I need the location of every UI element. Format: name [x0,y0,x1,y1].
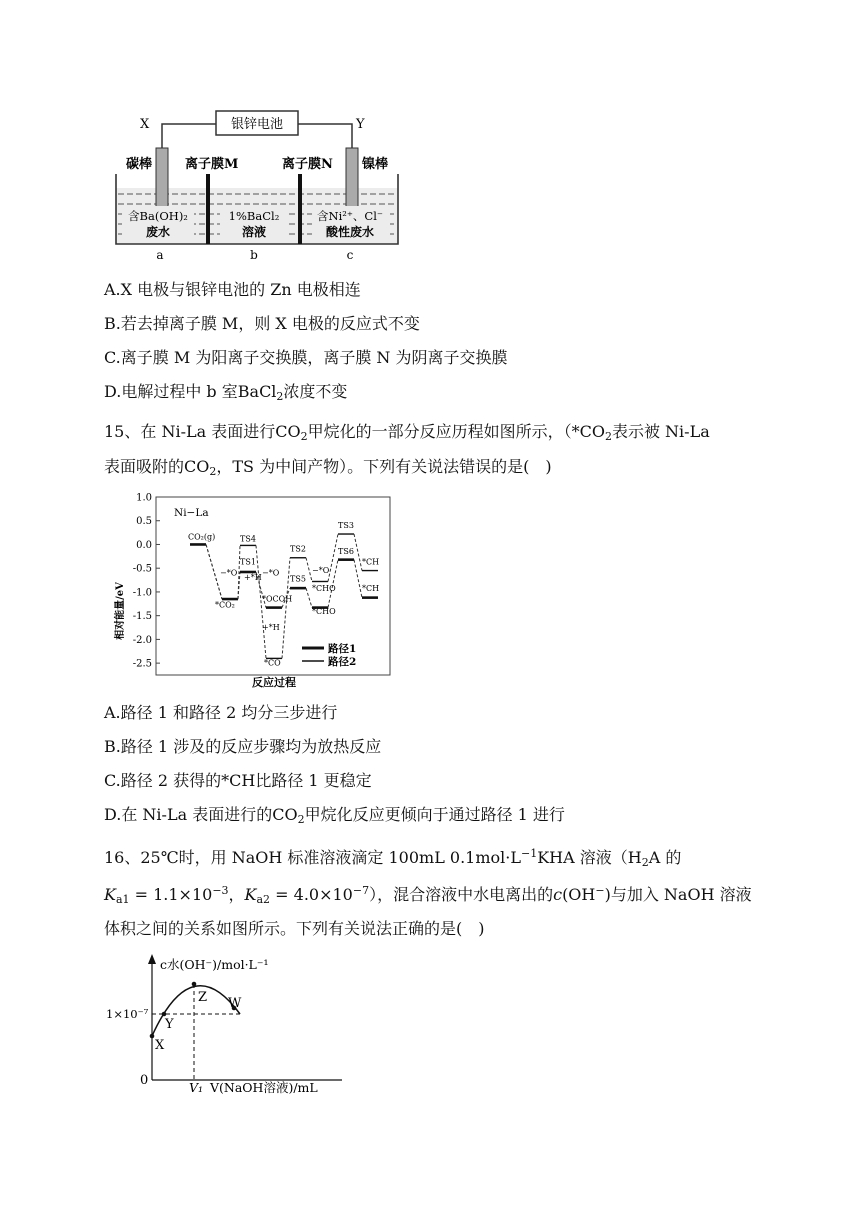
q14-option-a: A.X 电极与银锌电池的 Zn 电极相连 [104,280,361,299]
point-x [150,1034,155,1039]
q16-stem-line3: 体积之间的关系如图所示。下列有关说法正确的是( ) [104,919,485,938]
carbon-rod [156,148,168,210]
ytick-label: -1.0 [132,587,152,599]
q14-option-d [104,381,347,408]
q15-option-a: A.路径 1 和路径 2 均分三步进行 [104,703,338,722]
point-w-label: W [228,996,242,1011]
state-annotation: TS3 [338,520,354,530]
point-z-label: Z [198,990,208,1005]
q15-stem-line1: 15、在 Ni-La 表面进行$CO_2$甲烷化的一部分反应历程如图所示，（$*CO_2$表示被 Ni-La [104,422,710,443]
y-axis-label: 相对能量/eV [115,582,126,640]
membrane-m-label: 离子膜M [185,157,239,172]
xtick-v1: V₁ [189,1080,204,1095]
chamber-b-label: b [250,248,258,262]
q14-d-text: D.电解过程中 b 室 [104,382,238,401]
state-annotation: TS2 [290,544,306,554]
q14-d-sub: 2 [276,390,284,403]
state-annotation: −*O [220,568,238,578]
q16-stem-line1: 16、25℃时，用 NaOH 标准溶液滴定 100mL $0.1mol\cdot L^{-1}KHA$ 溶液（$H_2A$ 的 [104,847,682,869]
q14-d-chem: BaCl [237,382,277,401]
membrane-n-label: 离子膜N [282,157,333,172]
solution-b-line2: 溶液 [241,225,267,239]
ytick-label: 0.5 [136,516,152,528]
point-z [192,982,197,987]
solution-b-line1: 1%BaCl₂ [228,209,280,223]
state-annotation: CO₂(g) [188,532,216,542]
state-annotation: *CO [264,658,281,668]
solution-a-line1: 含Ba(OH)₂ [128,209,188,223]
x-axis-label: 反应过程 [252,676,296,689]
state-annotation: TS1 [240,557,256,567]
y2-axis-label: c水(OH⁻)/mol·L⁻¹ [160,957,269,972]
ytick-label: 0.0 [136,539,152,551]
solution-c-line2: 酸性废水 [325,225,375,239]
q14-option-c: C.离子膜 M 为阳离子交换膜，离子膜 N 为阴离子交换膜 [104,348,508,367]
x2-axis-label: V(NaOH溶液)/mL [210,1080,318,1095]
chamber-a-label: a [156,248,164,262]
state-annotation: *CHO [312,607,336,617]
electrolysis-cell-figure [112,108,402,264]
nickel-rod [346,148,358,210]
state-annotation: *CH [362,557,380,567]
q14-option-b: B.若去掉离子膜 M，则 X 电极的反应式不变 [104,314,420,333]
ytick-label: 1.0 [136,493,152,504]
solution-c-line1: 含Ni²⁺、Cl⁻ [317,209,383,223]
state-annotation: *OCOH [262,594,293,604]
state-annotation: −*O [312,565,330,575]
chart-subtitle: Ni−La [174,507,209,519]
state-annotation: TS6 [338,546,354,556]
state-annotation: TS4 [240,534,256,544]
battery-label: 银锌电池 [230,117,284,132]
q14-d-post: 浓度不变 [283,382,348,401]
state-annotation: *CHO [312,583,336,593]
point-y-label: Y [165,1017,174,1032]
q16-stem-line2: $K_{a1} = 1.1\times 10^{-3}$，$K_{a2} = 4.0\times 10^{-7}$），混合溶液中水电离出的c(OH−)与加入 NaOH 溶液 [104,884,752,906]
q15-option-c: C.路径 2 获得的*CH比路径 1 更稳定 [104,771,372,790]
ytick-1e-7: 1×10⁻⁷ [106,1007,149,1021]
ytick-label: -0.5 [132,563,152,575]
titration-curve-chart [104,952,354,1098]
x-terminal-label: X [140,117,150,132]
state-annotation: *CO₂ [215,600,235,610]
y-terminal-label: Y [356,117,365,132]
energy-profile-chart [112,493,396,689]
point-x-label: X [155,1038,165,1053]
state-annotation: +*H [244,573,262,583]
nickel-rod-label: 镍棒 [362,157,389,172]
q15-stem-line2: 表面吸附的$CO_2$，TS 为中间产物）。下列有关说法错误的是( ) [104,457,552,478]
state-annotation: TS5 [290,574,306,584]
state-annotation: −*O [262,568,280,578]
chamber-c-label: c [346,248,354,262]
state-annotation: +*H [262,622,280,632]
origin-label: 0 [140,1073,149,1088]
carbon-rod-label: 碳棒 [126,157,153,172]
ytick-label: -2.5 [132,658,152,670]
solution-a-line2: 废水 [145,225,171,239]
legend-path1: 路径1 [328,643,357,655]
point-y [162,1012,167,1017]
legend-path2: 路径2 [328,656,357,668]
ytick-label: -2.0 [132,634,152,646]
q15-option-b: B.路径 1 涉及的反应步骤均为放热反应 [104,737,382,756]
ytick-label: -1.5 [132,611,152,623]
q15-option-d: D.在 Ni-La 表面进行的$CO_2$甲烷化反应更倾向于通过路径 1 进行 [104,805,565,826]
state-annotation: *CH [362,583,380,593]
